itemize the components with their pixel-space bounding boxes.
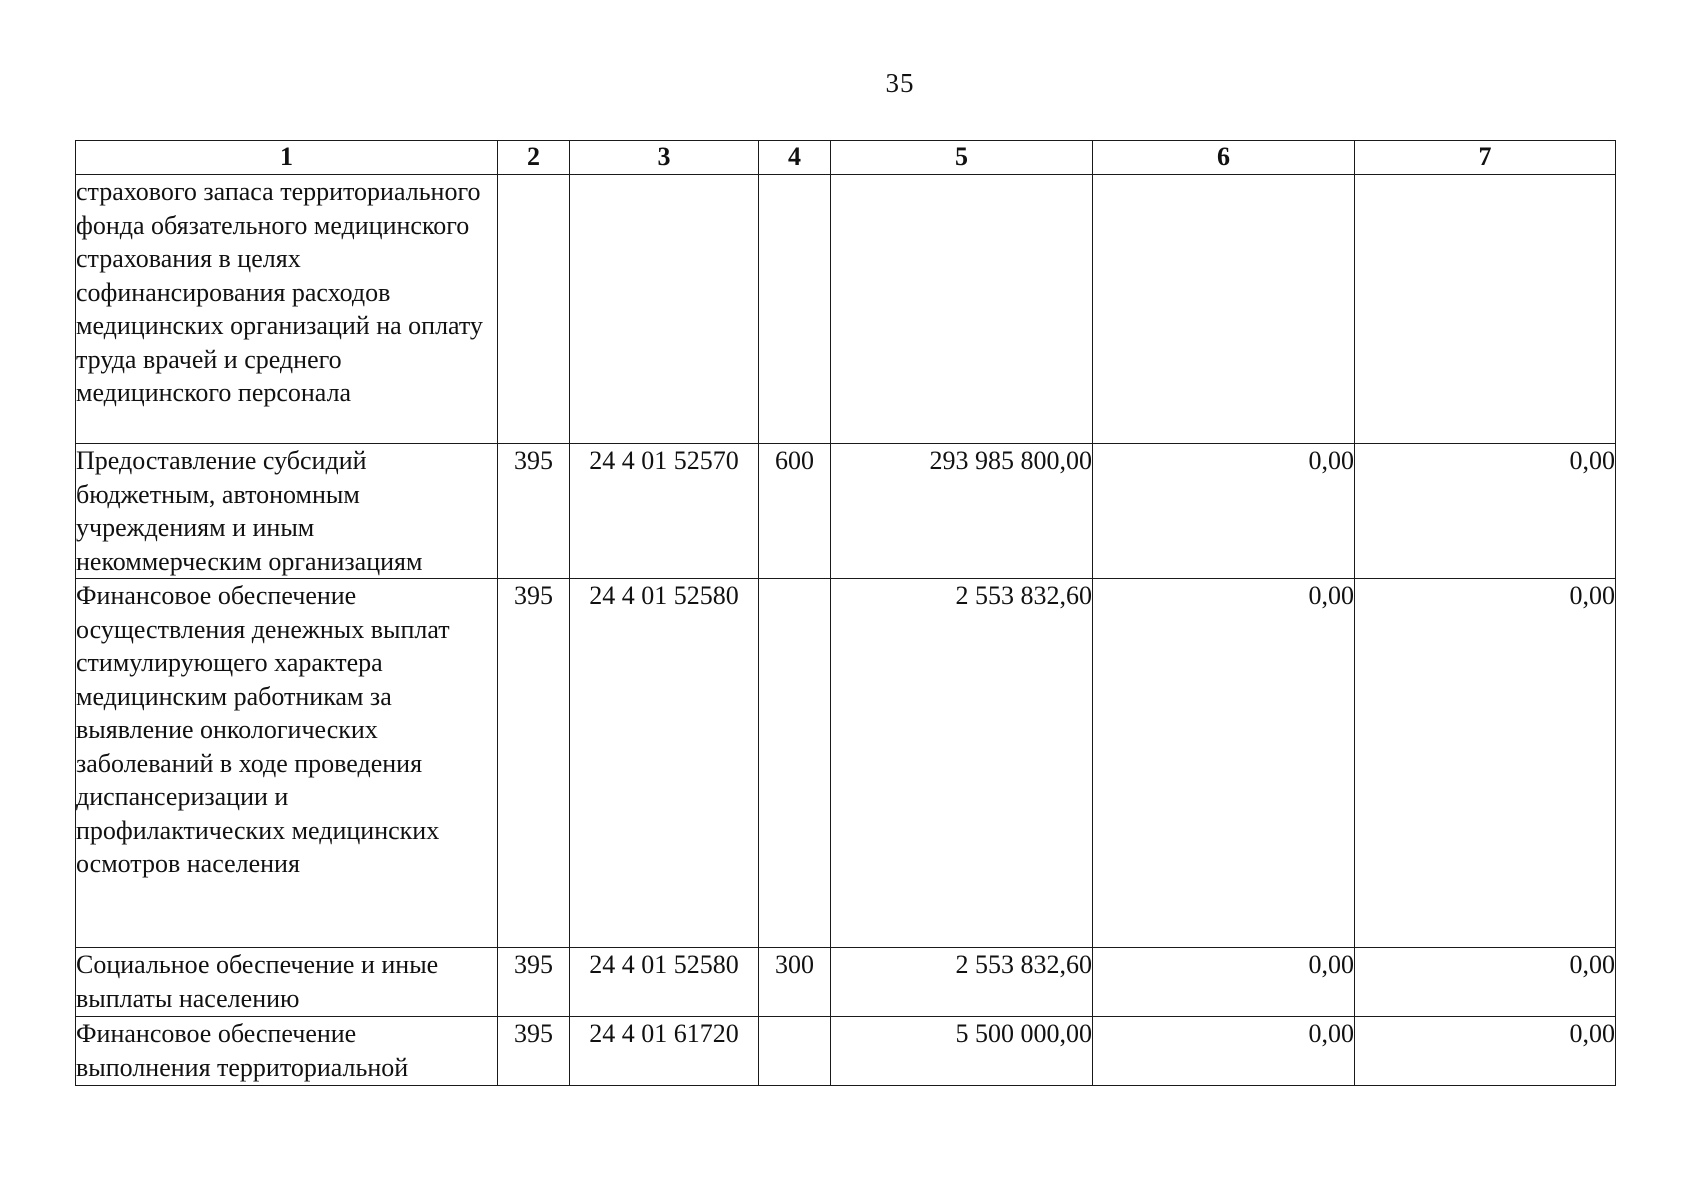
amount-cell-6: 0,00: [1093, 444, 1355, 579]
ministry-code-cell: 395: [498, 579, 570, 948]
amount-cell-5: 293 985 800,00: [831, 444, 1093, 579]
target-article-cell: 24 4 01 52580: [570, 948, 759, 1017]
table-header: [76, 141, 1616, 175]
amount-cell-5: 2 553 832,60: [831, 948, 1093, 1017]
expense-type-cell: [759, 1017, 831, 1086]
expense-type-cell: [759, 579, 831, 948]
amount-cell-7: 0,00: [1355, 444, 1616, 579]
amount-cell-7: 0,00: [1355, 579, 1616, 948]
amount-cell-6: 0,00: [1093, 1017, 1355, 1086]
ministry-code-cell: 395: [498, 1017, 570, 1086]
table-row: [76, 1017, 1616, 1086]
amount-cell-5: 5 500 000,00: [831, 1017, 1093, 1086]
amount-cell-5: 2 553 832,60: [831, 579, 1093, 948]
ministry-code-cell: [498, 175, 570, 444]
amount-cell-6: 0,00: [1093, 579, 1355, 948]
row-name-cell: Социальное обеспечение и иные выплаты населению: [76, 948, 498, 1017]
column-header-2: 2: [498, 141, 570, 175]
column-header-7: 7: [1355, 141, 1616, 175]
column-header-5: 5: [831, 141, 1093, 175]
row-name-cell: страхового запаса территориального фонда обязательного медицинского страхования в целях софинансирования расходов медицинских организаций на оплату труда врачей и среднего медицинского персонала: [76, 175, 498, 444]
table-body: [76, 175, 1616, 1086]
row-name-cell: Финансовое обеспечение выполнения территориальной: [76, 1017, 498, 1086]
amount-cell-7: 0,00: [1355, 1017, 1616, 1086]
table-row: [76, 444, 1616, 579]
amount-cell-7: [1355, 175, 1616, 444]
ministry-code-cell: 395: [498, 948, 570, 1017]
page-number: 35: [885, 68, 915, 98]
column-header-3: 3: [570, 141, 759, 175]
ministry-code-cell: 395: [498, 444, 570, 579]
amount-cell-6: 0,00: [1093, 948, 1355, 1017]
row-name-cell: Финансовое обеспечение осуществления денежных выплат стимулирующего характера медицинским работникам за выявление онкологических заболеваний в ходе проведения диспансеризации и профилактических медицинских осмотров населения: [76, 579, 498, 948]
target-article-cell: 24 4 01 52570: [570, 444, 759, 579]
table-row: [76, 579, 1616, 948]
row-name-cell: Предоставление субсидий бюджетным, автономным учреждениям и иным некоммерческим организациям: [76, 444, 498, 579]
budget-table: [75, 140, 1616, 1086]
target-article-cell: 24 4 01 61720: [570, 1017, 759, 1086]
column-header-4: 4: [759, 141, 831, 175]
expense-type-cell: 300: [759, 948, 831, 1017]
amount-cell-6: [1093, 175, 1355, 444]
target-article-cell: [570, 175, 759, 444]
expense-type-cell: [759, 175, 831, 444]
table-row: [76, 948, 1616, 1017]
table-row: [76, 175, 1616, 444]
column-header-6: 6: [1093, 141, 1355, 175]
expense-type-cell: 600: [759, 444, 831, 579]
target-article-cell: 24 4 01 52580: [570, 579, 759, 948]
amount-cell-5: [831, 175, 1093, 444]
header-row: [76, 141, 1616, 175]
amount-cell-7: 0,00: [1355, 948, 1616, 1017]
column-header-1: 1: [76, 141, 498, 175]
